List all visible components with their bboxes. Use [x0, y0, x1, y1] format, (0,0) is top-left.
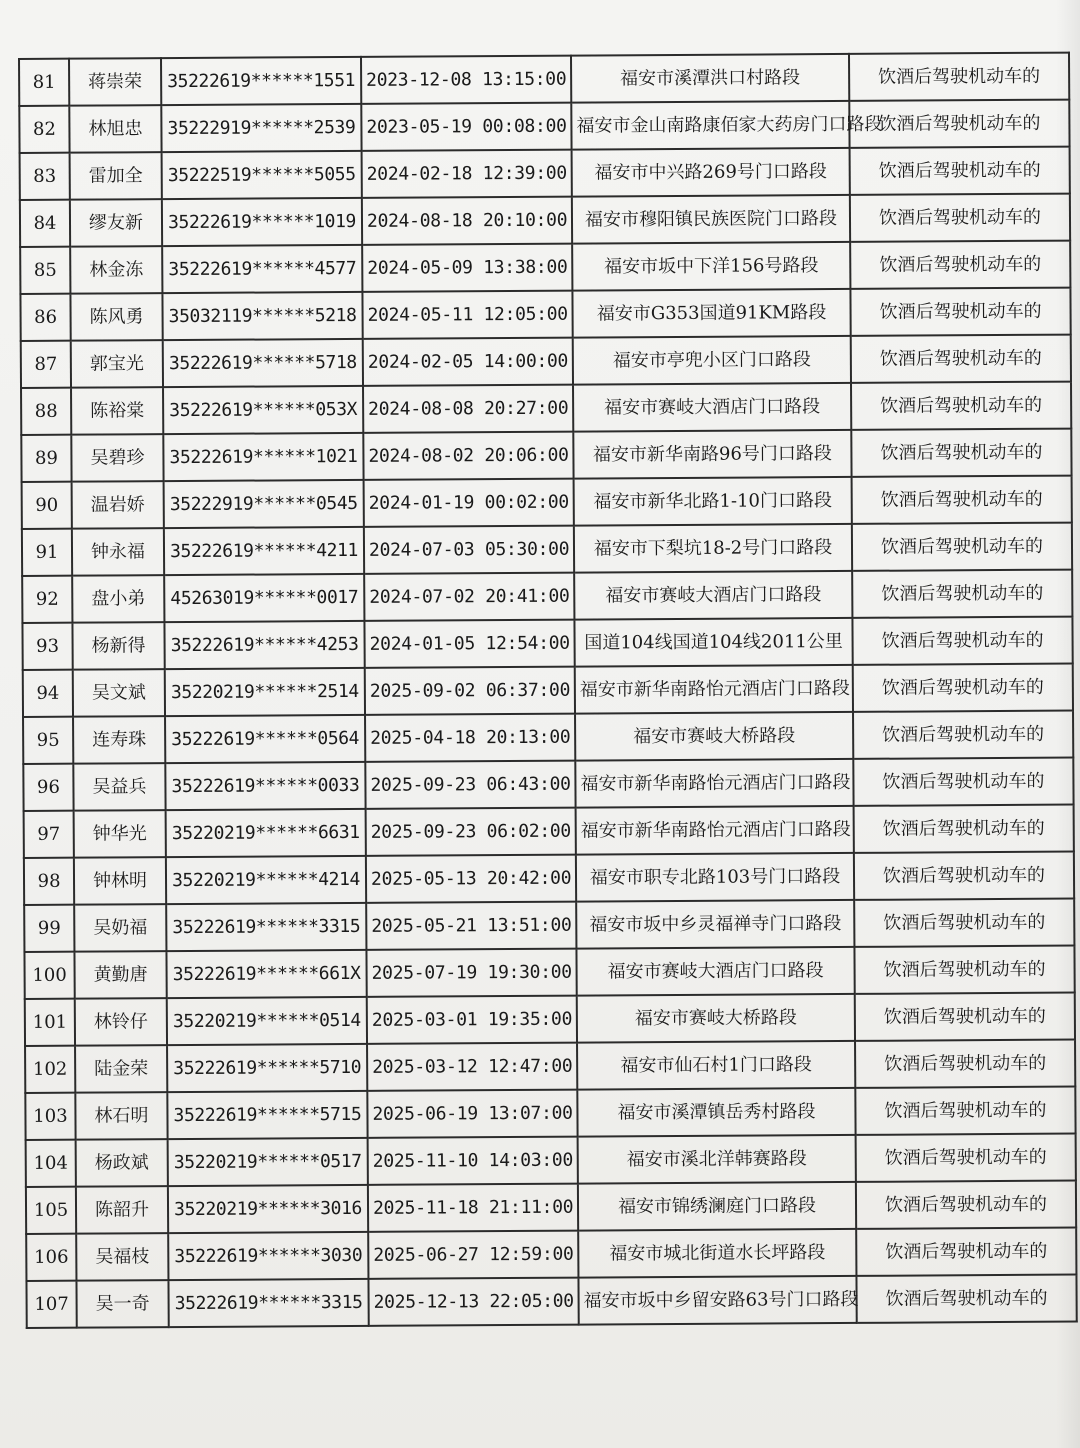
record-location: 福安市新华南路96号门口路段: [573, 430, 851, 479]
record-name: 缪友新: [70, 199, 162, 247]
table-row: [25, 993, 1075, 1046]
record-datetime: 2025-05-21 13:51:00: [366, 902, 576, 950]
table-row: [25, 1087, 1075, 1140]
record-id-number: 35222619******1551: [161, 57, 361, 105]
violation-records-table: [18, 52, 1078, 1329]
record-id-number: 35222619******4253: [164, 621, 364, 669]
record-id-number: 35222619******3315: [166, 903, 366, 951]
record-violation: 饮酒后驾驶机动车的: [855, 1040, 1075, 1088]
record-location: 国道104线国道104线2011公里: [574, 618, 852, 667]
record-datetime: 2025-12-13 22:05:00: [368, 1278, 578, 1326]
record-location: 福安市城北街道水长坪路段: [578, 1229, 856, 1278]
record-datetime: 2025-05-13 20:42:00: [366, 855, 576, 903]
record-number: 83: [20, 153, 70, 200]
record-number: 94: [23, 670, 73, 717]
record-number: 100: [24, 952, 74, 999]
record-datetime: 2024-01-05 12:54:00: [364, 620, 574, 668]
record-violation: 饮酒后驾驶机动车的: [853, 758, 1073, 806]
table-row: [21, 429, 1071, 482]
record-violation: 饮酒后驾驶机动车的: [852, 617, 1072, 665]
record-id-number: 35222619******1021: [163, 433, 363, 481]
table-row: [25, 1040, 1075, 1093]
record-location: 福安市溪潭洪口村路段: [571, 54, 849, 103]
table-row: [21, 335, 1071, 388]
table-row: [23, 664, 1073, 717]
table-row: [22, 476, 1072, 529]
record-datetime: 2024-07-02 20:41:00: [364, 573, 574, 621]
record-number: 91: [22, 529, 72, 576]
table-row: [21, 382, 1071, 435]
record-datetime: 2025-06-27 12:59:00: [368, 1231, 578, 1279]
table-row: [26, 1228, 1076, 1281]
record-violation: 饮酒后驾驶机动车的: [854, 946, 1074, 994]
table-row: [22, 570, 1072, 623]
record-violation: 饮酒后驾驶机动车的: [856, 1275, 1076, 1323]
record-datetime: 2023-05-19 00:08:00: [361, 103, 571, 151]
record-id-number: 45263019******0017: [164, 574, 364, 622]
record-location: 福安市新华南路怡元酒店门口路段: [575, 759, 853, 808]
record-violation: 饮酒后驾驶机动车的: [856, 1228, 1076, 1276]
record-location: 福安市坂中乡留安路63号门口路段: [578, 1276, 856, 1325]
record-violation: 饮酒后驾驶机动车的: [852, 570, 1072, 618]
record-number: 99: [24, 905, 74, 952]
record-number: 85: [20, 247, 70, 294]
record-number: 93: [22, 623, 72, 670]
table-row: [19, 53, 1069, 106]
record-id-number: 35220219******2514: [165, 668, 365, 716]
record-location: 福安市赛岐大酒店门口路段: [574, 571, 852, 620]
record-name: 雷加全: [70, 152, 162, 200]
record-number: 86: [20, 294, 70, 341]
record-violation: 饮酒后驾驶机动车的: [850, 194, 1070, 242]
table-row: [22, 523, 1072, 576]
record-violation: 饮酒后驾驶机动车的: [854, 852, 1074, 900]
record-name: 陈韶升: [76, 1186, 168, 1234]
table-row: [20, 241, 1070, 294]
record-number: 92: [22, 576, 72, 623]
record-datetime: 2025-04-18 20:13:00: [365, 714, 575, 762]
record-datetime: 2025-07-19 19:30:00: [366, 949, 576, 997]
record-name: 吴一奇: [76, 1280, 168, 1328]
record-violation: 饮酒后驾驶机动车的: [851, 335, 1071, 383]
record-number: 88: [21, 388, 71, 435]
record-datetime: 2025-09-23 06:43:00: [365, 761, 575, 809]
table-row: [26, 1181, 1076, 1234]
record-id-number: 35220219******0517: [168, 1138, 368, 1186]
record-number: 96: [23, 764, 73, 811]
record-name: 钟华光: [74, 810, 166, 858]
record-name: 钟林明: [74, 857, 166, 905]
record-location: 福安市溪北洋韩赛路段: [578, 1135, 856, 1184]
record-violation: 饮酒后驾驶机动车的: [853, 711, 1073, 759]
record-violation: 饮酒后驾驶机动车的: [850, 147, 1070, 195]
record-location: 福安市赛岐大酒店门口路段: [573, 383, 851, 432]
record-location: 福安市金山南路康佰家大药房门口路段: [571, 101, 849, 150]
record-datetime: 2025-06-19 13:07:00: [367, 1090, 577, 1138]
table-row: [24, 852, 1074, 905]
record-location: 福安市新华北路1-10门口路段: [574, 477, 852, 526]
table-row: [24, 805, 1074, 858]
record-number: 90: [22, 482, 72, 529]
record-name: 吴碧珍: [71, 434, 163, 482]
record-number: 104: [26, 1140, 76, 1187]
record-datetime: 2024-08-08 20:27:00: [363, 385, 573, 433]
record-name: 林石明: [75, 1092, 167, 1140]
record-number: 106: [26, 1234, 76, 1281]
table-row: [20, 147, 1070, 200]
record-name: 林金冻: [70, 246, 162, 294]
record-location: 福安市新华南路怡元酒店门口路段: [576, 806, 854, 855]
record-location: 福安市下梨坑18-2号门口路段: [574, 524, 852, 573]
record-violation: 饮酒后驾驶机动车的: [856, 1181, 1076, 1229]
record-location: 福安市新华南路怡元酒店门口路段: [575, 665, 853, 714]
record-datetime: 2024-05-09 13:38:00: [362, 244, 572, 292]
table-row: [24, 946, 1074, 999]
record-datetime: 2024-05-11 12:05:00: [362, 291, 572, 339]
record-id-number: 35222619******3030: [168, 1232, 368, 1280]
record-number: 101: [25, 999, 75, 1046]
record-name: 陈裕棠: [71, 387, 163, 435]
record-datetime: 2024-02-18 12:39:00: [362, 150, 572, 198]
record-name: 郭宝光: [71, 340, 163, 388]
record-location: 福安市穆阳镇民族医院门口路段: [572, 195, 850, 244]
record-number: 87: [21, 341, 71, 388]
record-violation: 饮酒后驾驶机动车的: [851, 429, 1071, 477]
record-location: 福安市仙石村1门口路段: [577, 1041, 855, 1090]
record-location: 福安市锦绣澜庭门口路段: [578, 1182, 856, 1231]
record-location: 福安市溪潭镇岳秀村路段: [577, 1088, 855, 1137]
record-datetime: 2023-12-08 13:15:00: [361, 56, 571, 104]
record-datetime: 2024-08-02 20:06:00: [363, 432, 573, 480]
record-violation: 饮酒后驾驶机动车的: [852, 476, 1072, 524]
record-violation: 饮酒后驾驶机动车的: [849, 100, 1069, 148]
record-number: 84: [20, 200, 70, 247]
table-row: [24, 899, 1074, 952]
record-id-number: 35220219******3016: [168, 1185, 368, 1233]
record-number: 102: [25, 1046, 75, 1093]
record-datetime: 2024-01-19 00:02:00: [364, 479, 574, 527]
record-violation: 饮酒后驾驶机动车的: [854, 899, 1074, 947]
record-number: 97: [24, 811, 74, 858]
table-row: [23, 758, 1073, 811]
record-datetime: 2024-07-03 05:30:00: [364, 526, 574, 574]
record-datetime: 2025-03-01 19:35:00: [367, 996, 577, 1044]
record-location: 福安市亭兜小区门口路段: [573, 336, 851, 385]
record-location: 福安市赛岐大桥路段: [577, 994, 855, 1043]
record-id-number: 35222619******661X: [166, 950, 366, 998]
record-name: 吴益兵: [73, 763, 165, 811]
record-datetime: 2025-11-10 14:03:00: [368, 1137, 578, 1185]
record-location: 福安市职专北路103号门口路段: [576, 853, 854, 902]
record-id-number: 35220219******4214: [166, 856, 366, 904]
record-violation: 饮酒后驾驶机动车的: [856, 1134, 1076, 1182]
record-name: 林铃仔: [75, 998, 167, 1046]
record-name: 盘小弟: [72, 575, 164, 623]
table-row: [19, 100, 1069, 153]
record-location: 福安市坂中下洋156号路段: [572, 242, 850, 291]
record-violation: 饮酒后驾驶机动车的: [850, 288, 1070, 336]
record-name: 杨政斌: [76, 1139, 168, 1187]
record-number: 82: [19, 106, 69, 153]
record-id-number: 35222919******2539: [161, 104, 361, 152]
record-violation: 饮酒后驾驶机动车的: [852, 523, 1072, 571]
record-location: 福安市中兴路269号门口路段: [572, 148, 850, 197]
record-id-number: 35222519******5055: [162, 151, 362, 199]
record-id-number: 35220219******6631: [166, 809, 366, 857]
table-row: [26, 1275, 1076, 1328]
table-row: [23, 711, 1073, 764]
table-row: [20, 194, 1070, 247]
record-name: 温岩娇: [72, 481, 164, 529]
record-id-number: 35222619******3315: [168, 1279, 368, 1327]
record-id-number: 35222619******5710: [167, 1044, 367, 1092]
record-id-number: 35222619******1019: [162, 198, 362, 246]
table-row: [26, 1134, 1076, 1187]
record-name: 吴文斌: [73, 669, 165, 717]
record-violation: 饮酒后驾驶机动车的: [849, 53, 1069, 101]
record-number: 107: [26, 1281, 76, 1328]
record-number: 89: [21, 435, 71, 482]
record-name: 杨新得: [72, 622, 164, 670]
record-name: 连寿珠: [73, 716, 165, 764]
record-datetime: 2025-03-12 12:47:00: [367, 1043, 577, 1091]
record-name: 陆金荣: [75, 1045, 167, 1093]
record-id-number: 35222919******0545: [164, 480, 364, 528]
record-name: 林旭忠: [69, 105, 161, 153]
table-row: [22, 617, 1072, 670]
record-id-number: 35032119******5218: [162, 292, 362, 340]
record-id-number: 35222619******5715: [167, 1091, 367, 1139]
record-id-number: 35222619******4211: [164, 527, 364, 575]
record-number: 105: [26, 1187, 76, 1234]
record-violation: 饮酒后驾驶机动车的: [855, 1087, 1075, 1135]
record-id-number: 35222619******0564: [165, 715, 365, 763]
record-datetime: 2024-02-05 14:00:00: [363, 338, 573, 386]
record-violation: 饮酒后驾驶机动车的: [851, 382, 1071, 430]
record-violation: 饮酒后驾驶机动车的: [850, 241, 1070, 289]
record-number: 81: [19, 59, 69, 106]
record-violation: 饮酒后驾驶机动车的: [853, 664, 1073, 712]
record-id-number: 35222619******053X: [163, 386, 363, 434]
record-location: 福安市赛岐大桥路段: [575, 712, 853, 761]
record-datetime: 2025-09-02 06:37:00: [365, 667, 575, 715]
table-row: [20, 288, 1070, 341]
record-id-number: 35222619******5718: [163, 339, 363, 387]
record-name: 陈风勇: [70, 293, 162, 341]
record-location: 福安市G353国道91KM路段: [572, 289, 850, 338]
record-location: 福安市坂中乡灵福禅寺门口路段: [576, 900, 854, 949]
record-name: 蒋崇荣: [69, 58, 161, 106]
record-name: 吴奶福: [74, 904, 166, 952]
record-name: 黄勤唐: [74, 951, 166, 999]
record-violation: 饮酒后驾驶机动车的: [854, 805, 1074, 853]
record-id-number: 35222619******0033: [165, 762, 365, 810]
records-body: [19, 53, 1077, 1328]
record-datetime: 2025-09-23 06:02:00: [366, 808, 576, 856]
record-violation: 饮酒后驾驶机动车的: [855, 993, 1075, 1041]
record-name: 吴福枝: [76, 1233, 168, 1281]
record-id-number: 35220219******0514: [167, 997, 367, 1045]
record-datetime: 2024-08-18 20:10:00: [362, 197, 572, 245]
record-location: 福安市赛岐大酒店门口路段: [576, 947, 854, 996]
record-datetime: 2025-11-18 21:11:00: [368, 1184, 578, 1232]
record-name: 钟永福: [72, 528, 164, 576]
record-id-number: 35222619******4577: [162, 245, 362, 293]
record-number: 98: [24, 858, 74, 905]
record-number: 103: [25, 1093, 75, 1140]
record-number: 95: [23, 717, 73, 764]
